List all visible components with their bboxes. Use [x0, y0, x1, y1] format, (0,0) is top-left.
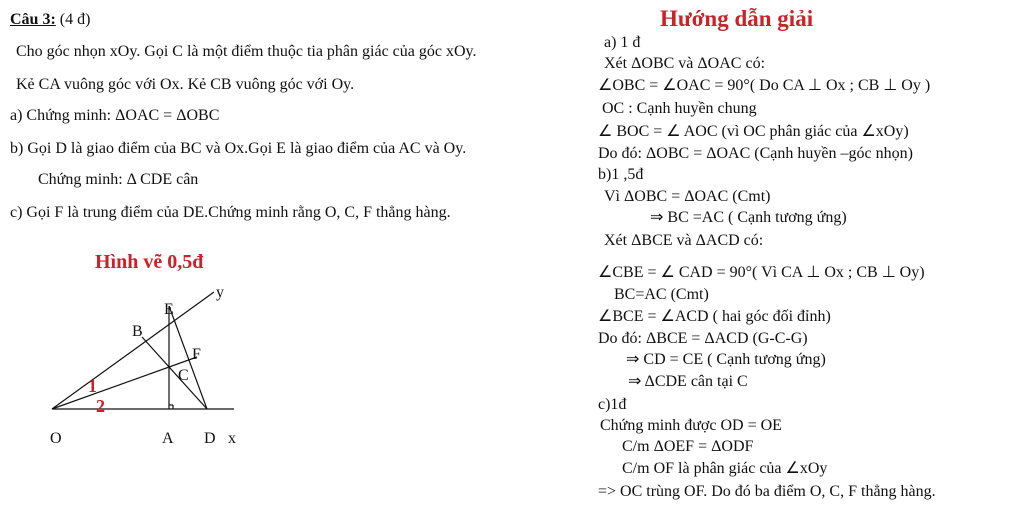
solution-line: a) 1 đ: [604, 34, 641, 51]
question-label: Câu 3:: [10, 11, 56, 28]
solution-line: => OC trùng OF. Do đó ba điểm O, C, F thẳng hàng.: [598, 483, 936, 500]
solution-line: ⇒ ΔCDE cân tại C: [628, 373, 748, 390]
figure-title: Hình vẽ 0,5đ: [95, 251, 204, 273]
problem-intro-line2: Kẻ CA vuông góc với Ox. Kẻ CB vuông góc với Oy.: [16, 76, 355, 93]
solution-line: OC : Cạnh huyền chung: [602, 100, 757, 117]
solution-line: ∠ BOC = ∠ AOC (vì OC phân giác của ∠xOy): [598, 123, 909, 140]
problem-part-a: a) Chứng minh: ΔOAC = ΔOBC: [10, 107, 220, 124]
label-y: y: [216, 284, 224, 301]
solution-line: C/m OF là phân giác của ∠xOy: [622, 460, 828, 477]
label-F: F: [192, 346, 201, 363]
label-E: E: [164, 301, 174, 318]
ray-oy: [52, 292, 214, 409]
label-x: x: [228, 430, 236, 447]
solution-line: Xét ΔOBC và ΔOAC có:: [604, 55, 766, 72]
solution-line: ∠OBC = ∠OAC = 90°( Do CA ⊥ Ox ; CB ⊥ Oy ): [598, 77, 931, 94]
bisector-oc: [52, 357, 197, 409]
solution-line: Do đó: ΔBCE = ΔACD (G-C-G): [598, 330, 808, 347]
solution-line: ∠BCE = ∠ACD ( hai góc đối đỉnh): [598, 308, 831, 325]
solution-line: b)1 ,5đ: [598, 166, 644, 183]
label-angle-2: 2: [96, 396, 105, 416]
problem-part-b: b) Gọi D là giao điểm của BC và Ox.Gọi E là giao điểm của AC và Oy.: [10, 140, 467, 157]
question-points: (4 đ): [59, 11, 91, 28]
label-O: O: [50, 430, 62, 447]
solution-line: Xét ΔBCE và ΔACD có:: [604, 232, 764, 249]
problem-part-c: c) Gọi F là trung điểm của DE.Chứng minh rằng O, C, F thẳng hàng.: [10, 204, 451, 221]
label-B: B: [132, 323, 143, 340]
solution-line: Chứng minh được OD = OE: [600, 417, 782, 434]
label-angle-1: 1: [88, 376, 97, 396]
label-C: C: [178, 367, 189, 384]
solution-line: BC=AC (Cmt): [614, 286, 709, 303]
solution-title: Hướng dẫn giải: [660, 6, 814, 31]
solution-line: ⇒ CD = CE ( Cạnh tương ứng): [626, 351, 826, 368]
solution-line: c)1đ: [598, 396, 627, 413]
solution-line: C/m ΔOEF = ΔODF: [622, 438, 754, 455]
geometry-figure: [0, 0, 300, 517]
solution-line: ∠CBE = ∠ CAD = 90°( Vì CA ⊥ Ox ; CB ⊥ Oy): [598, 264, 925, 281]
solution-line: Vì ΔOBC = ΔOAC (Cmt): [604, 188, 771, 205]
solution-line: ⇒ BC =AC ( Cạnh tương ứng): [650, 209, 847, 226]
problem-intro-line1: Cho góc nhọn xOy. Gọi C là một điểm thuộc tia phân giác của góc xOy.: [16, 43, 477, 60]
segment-ed: [169, 306, 207, 409]
label-A: A: [162, 430, 174, 447]
label-D: D: [204, 430, 216, 447]
problem-part-b-prove: Chứng minh: Δ CDE cân: [38, 171, 199, 188]
solution-line: Do đó: ΔOBC = ΔOAC (Cạnh huyền –góc nhọn): [598, 145, 913, 162]
